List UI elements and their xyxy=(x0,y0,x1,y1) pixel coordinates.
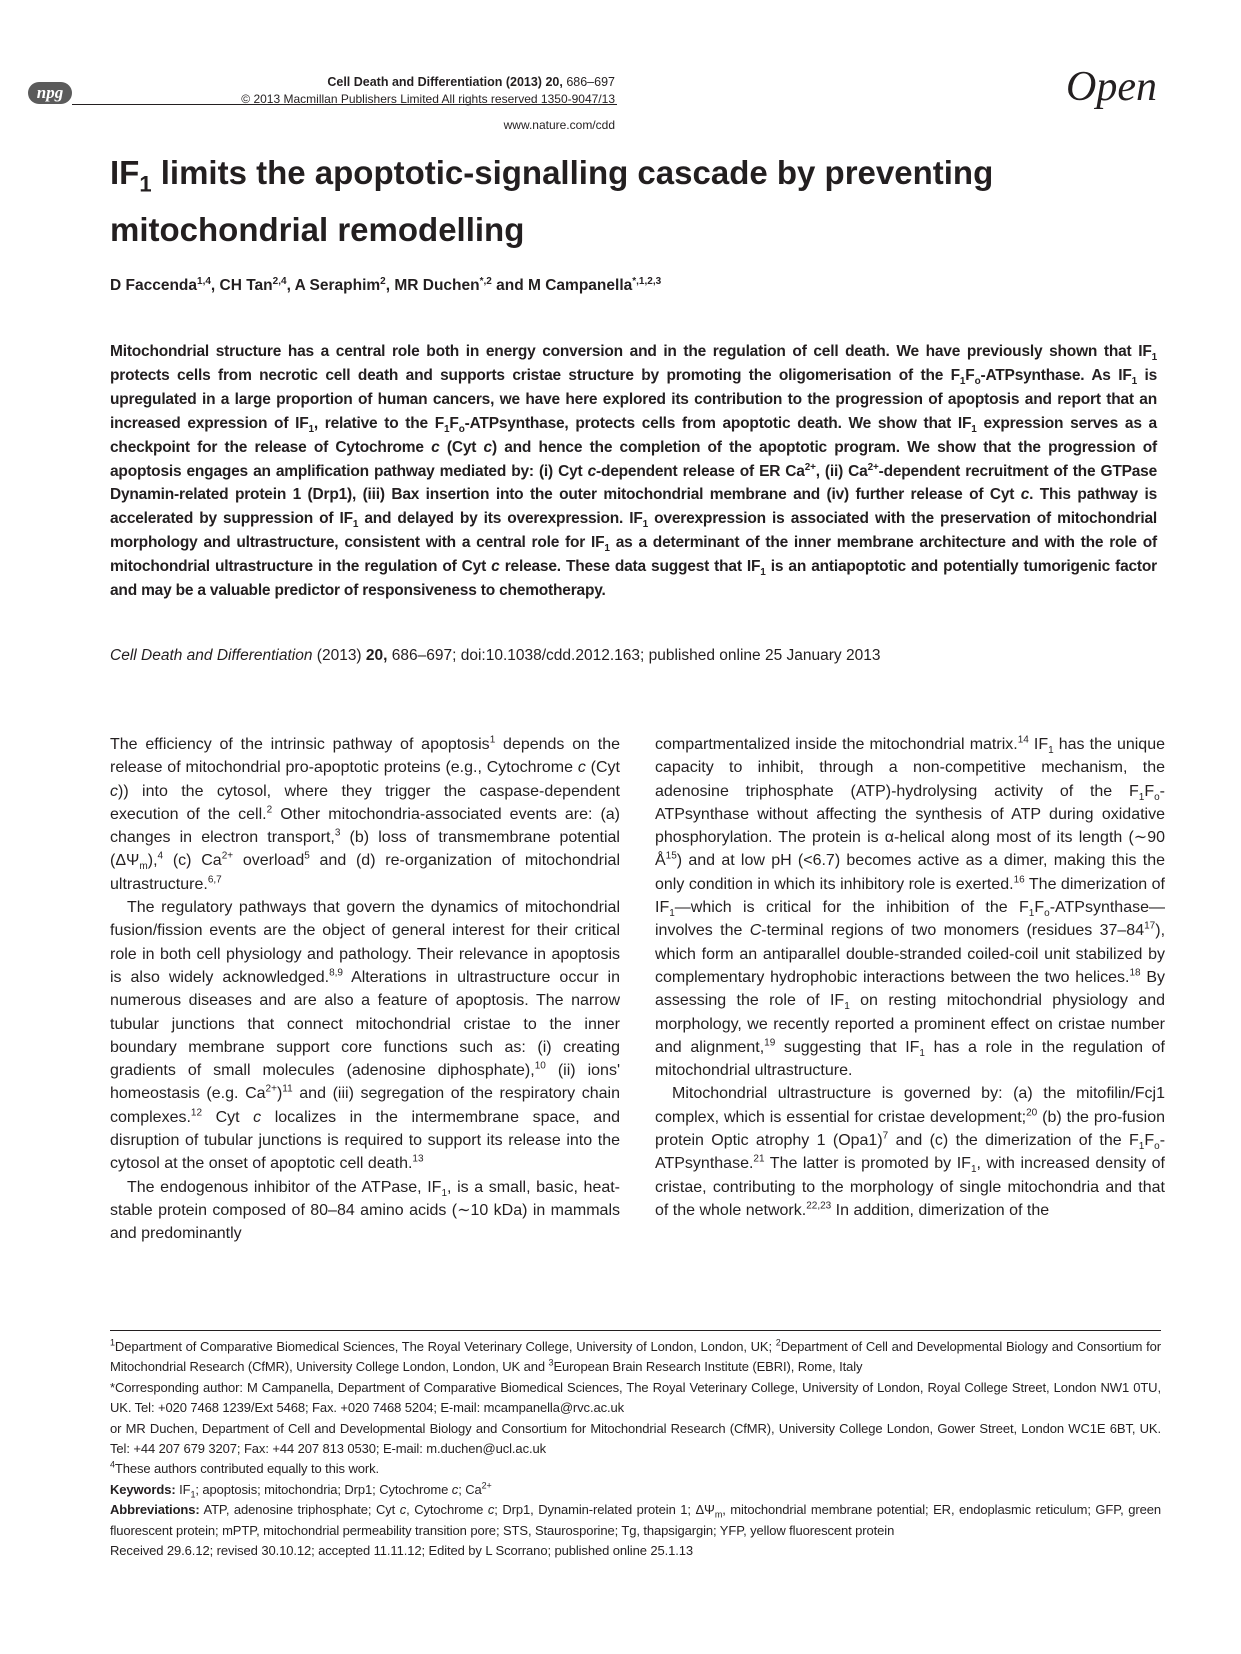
paragraph: Mitochondrial ultrastructure is governed by: (a) the mitofilin/Fcj1 complex, which is essential for cristae development;$^{20}$ (b) the pro-fusion protein Optic atrophy 1 $(Opa1)^7$ and (c) the dimerization of the $F_1F_o-ATPsynthase.^{21}$ The latter is promoted by $IF_1$, with increased density of cristae, contributing to the morphology of single mitochondria and that of the whole network.$^{22,23}$ In addition, dimerization of the xyxy=(655,1085,1166,1219)
affiliations: $^1$Department of Comparative Biomedical Sciences, The Royal Veterinary College, University of London, London, UK; $^2$Department of Cell and Developmental Biology and Consortium for Mitochondrial Research (CfMR), University College London, London, UK and $^3$European Brain Research Institute (EBRI), Rome, Italy xyxy=(110,1337,1162,1375)
corresponding-author-2: or MR Duchen, Department of Cell and Developmental Biology and Consortium for Mitochondrial Research (CfMR), University College London, Gower Street, London WC1E 6BT, UK. Tel: +44 207 679 3207; Fax: +44 207 813 0530; E-mail: m.duchen@ucl.ac.uk xyxy=(110,1420,1161,1457)
author-name[interactable]: M Campanella xyxy=(528,277,633,295)
footnotes xyxy=(110,1337,1161,1561)
author-affiliation-mark: *,1,2,3 xyxy=(632,276,662,287)
paragraph: compartmentalized inside the mitochondrial matrix.$^{14}$ $IF_1$ has the unique capacity to inhibit, through a non-competitive mechanism, the adenosine triphosphate (ATP)-hydrolysing activity of the $F_1F_o$-ATPsynthase without affecting the synthesis of ATP during oxidative phosphorylation. The protein is α-helical along most of its length (∼90 $Å^{15}$) and at low pH (<6.7) becomes active as a dimer, making this the only condition in which its inhibitory role is exerted.$^{16}$ The dimerization of $IF_1—which$ is critical for the inhibition of the $F_1F_o-ATPsynthase—involves$ the C-terminal regions of two monomers (residues $37-84^{17}$), which form an antiparallel double-stranded coiled-coil unit stabilized by complementary hydrophobic interactions between the two helices.$^{18}$ By assessing the role of $IF_1$ on resting mitochondrial physiology and morphology, we recently reported a prominent effect on cristae number and alignment,$^{19}$ suggesting that $IF_1$ has a role in the regulation of mitochondrial ultrastructure. xyxy=(655,734,1166,1080)
received-dates: Received 29.6.12; revised 30.10.12; accepted 11.11.12; Edited by L Scorrano; published online 25.1.13 xyxy=(110,1543,694,1559)
author-name[interactable]: MR Duchen xyxy=(394,277,480,295)
journal-info xyxy=(241,74,615,108)
footnote-rule xyxy=(110,1330,1161,1331)
npg-logo: npg xyxy=(28,82,72,104)
author-name[interactable]: D Faccenda xyxy=(110,277,198,295)
author-affiliation-mark: 1,4 xyxy=(197,276,211,287)
open-access-badge: Open xyxy=(1066,64,1157,110)
keywords: Keywords: $IF_1$; apoptosis; mitochondria; Drp1; Cytochrome c; $Ca^{2+}$ xyxy=(110,1480,492,1500)
journal-volume: 20, xyxy=(545,75,563,89)
body-column-left xyxy=(110,733,620,1246)
author-affiliation-mark: 2 xyxy=(380,276,386,287)
equal-contribution: $^4$These authors contributed equally to this work. xyxy=(110,1460,380,1477)
corresponding-author: *Corresponding author: M Campanella, Department of Comparative Biomedical Sciences, The Royal Veterinary College, University of London, Royal College Street, London NW1 0TU, UK. Tel: +020 7468 1239/Ext 5468; Fax. +020 7468 5204; E-mail: mcampanella@rvc.ac.uk xyxy=(110,1379,1161,1416)
author-name[interactable]: CH Tan xyxy=(219,277,273,295)
article-title: $IF_1$ limits the apoptotic-signalling cascade by preventing mitochondrial remodelling xyxy=(110,154,994,248)
paragraph: The regulatory pathways that govern the dynamics of mitochondrial fusion/fission events are the object of general interest for their critical role in both cell physiology and pathology. Their relevance in apoptosis is also widely acknowledged.$^{8,9}$ Alterations in ultrastructure occur in numerous diseases and are also a feature of apoptosis. The narrow tubular junctions that connect mitochondrial cristae to the inner boundary membrane support core functions such as: (i) creating gradients of small molecules (adenosine diphosphate),$^{10}$ (ii) ions' homeostasis (e.g. $Ca^{2+})^{11}$ and (iii) segregation of the respiratory chain complexes.$^{12}$ Cyt c localizes in the intermembrane space, and disruption of tubular junctions is required to support its release into the cytosol at the onset of apoptotic cell death.$^{13}$ xyxy=(110,899,621,1173)
author-list: D Faccenda$^{1,4}$, CH Tan$^{2,4}$, A Seraphim$^2$, MR Duchen$^{*,2}$ and M Campanella$^{*,1,2,3}$ xyxy=(110,276,662,295)
journal-pages: 686–697 xyxy=(566,75,615,89)
journal-line xyxy=(241,74,615,91)
paragraph: The efficiency of the intrinsic pathway of apoptosis$^1$ depends on the release of mitochondrial pro-apoptotic proteins (e.g., Cytochrome c (Cyt c)) into the cytosol, where they trigger the caspase-dependent execution of the cell.$^2$ Other mitochondria-associated events are: (a) changes in electron transport,$^3$ (b) loss of transmembrane potential $(\Delta\Psi_m),^4$ (c) $Ca^{2+}$ overload$^5$ and (d) re-organization of mitochondrial ultrastructure.$^{6,7}$ xyxy=(110,734,621,893)
citation-line: Cell Death and Differentiation (2013) 20, 686–697; doi:10.1038/cdd.2012.163; published online 25 January 2013 xyxy=(110,647,881,664)
paragraph: The endogenous inhibitor of the ATPase, $IF_1$, is a small, basic, heat-stable protein composed of 80–84 amino acids (∼10 kDa) in mammals and predominantly xyxy=(110,1178,621,1243)
body-column-right xyxy=(655,733,1165,1222)
author-affiliation-mark: 2,4 xyxy=(272,276,287,287)
author-name[interactable]: A Seraphim xyxy=(294,277,381,295)
journal-name: Cell Death and Differentiation (2013) xyxy=(327,75,542,89)
author-affiliation-mark: *,2 xyxy=(479,276,492,287)
copyright: © 2013 Macmillan Publishers Limited All rights reserved 1350-9047/13 xyxy=(241,92,615,106)
abbreviations: Abbreviations: ATP, adenosine triphosphate; Cyt c, Cytochrome c; Drp1, Dynamin-related protein 1; $\Delta\Psi_m$, mitochondrial membrane potential; ER, endoplasmic reticulum; GFP, green fluorescent protein; mPTP, mitochondrial permeability transition pore; STS, Staurosporine; Tg, thapsigargin; YFP, yellow fluorescent protein xyxy=(110,1502,1161,1538)
journal-url[interactable]: www.nature.com/cdd xyxy=(503,118,615,132)
abstract: Mitochondrial structure has a central role both in energy conversion and in the regulation of cell death. We have previously shown that $IF_1$ protects cells from necrotic cell death and supports cristae structure by promoting the oligomerisation of the $F_1F_o$-ATPsynthase. As $IF_1$ is upregulated in a large proportion of human cancers, we have here explored its contribution to the progression of apoptosis and report that an increased expression of $IF_1$, relative to the $F_1F_o$-ATPsynthase, protects cells from apoptotic death. We show that $IF_1$ expression serves as a checkpoint for the release of Cytochrome c (Cyt c) and hence the completion of the apoptotic program. We show that the progression of apoptosis engages an amplification pathway mediated by: (i) Cyt c-dependent release of ER $Ca^{2+}$, (ii) $Ca^{2+}$-dependent recruitment of the GTPase Dynamin-related protein 1 (Drp1), (iii) Bax insertion into the outer mitochondrial membrane and (iv) further release of Cyt c. This pathway is accelerated by suppression of $IF_1$ and delayed by its overexpression. $IF_1$ overexpression is associated with the preservation of mitochondrial morphology and ultrastructure, consistent with a central role for $IF_1$ as a determinant of the inner membrane architecture and with the role of mitochondrial ultrastructure in the regulation of Cyt c release. These data suggest that $IF_1$ is an antiapoptotic and potentially tumorigenic factor and may be a valuable predictor of responsiveness to chemotherapy. xyxy=(110,343,1157,600)
